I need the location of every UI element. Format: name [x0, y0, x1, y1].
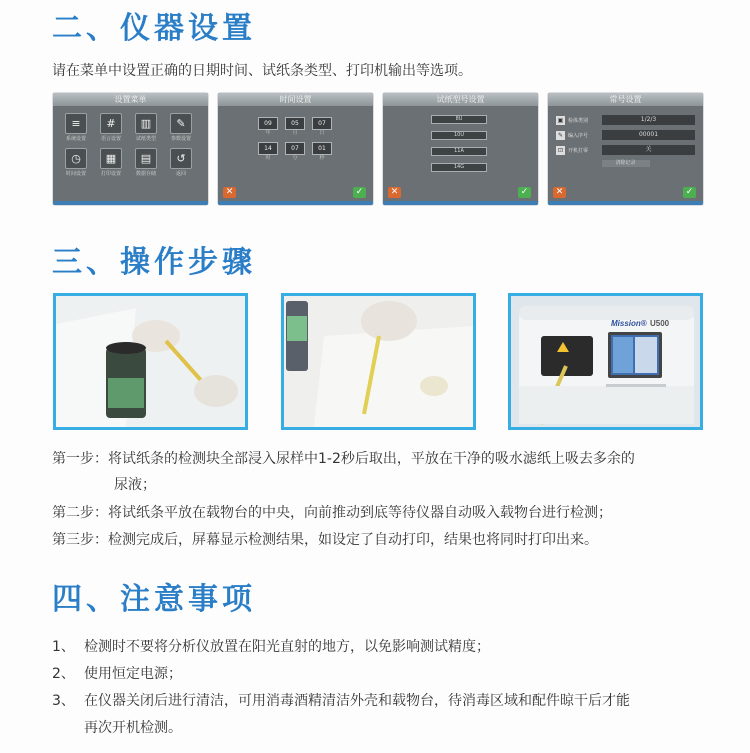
menu-item-system[interactable]: ≡ 系统设置 [63, 113, 89, 142]
clear-records-button[interactable]: 清除记录 [602, 160, 650, 167]
clock-icon: ◷ [65, 148, 87, 169]
note-3-continued: 再次开机检测。 [84, 720, 182, 736]
printer-icon: ▦ [100, 148, 122, 169]
edit-icon: ✎ [557, 131, 564, 139]
strip-type-list [431, 115, 487, 179]
screen-title: 试纸型号设置 [383, 93, 538, 106]
section-title-steps: 三、操作步骤 [52, 245, 256, 280]
strip-icon: ▥ [135, 113, 157, 134]
photo-device-u500 [508, 293, 703, 430]
sliders-icon: ≡ [65, 113, 87, 134]
menu-item-params[interactable]: ✎ 参数设置 [168, 113, 194, 142]
note-1: 1、 检测时不要将分析仪放置在阳光直射的地方，以免影响测试精度； [52, 639, 490, 655]
menu-item-print[interactable]: ▦ 打印设置 [98, 148, 124, 177]
menu-item-storage[interactable]: ▤ 数据存储 [133, 148, 159, 177]
note-3: 3、 在仪器关闭后进行清洁，可用消毒酒精清洁外壳和载物台，待消毒区域和配件晾干后才能 [52, 693, 630, 709]
settings-menu-screen [53, 93, 208, 205]
strip-type-screen [383, 93, 538, 205]
return-icon: ↺ [170, 148, 192, 169]
step-1: 第一步：将试纸条的检测块全部浸入尿样中1-2秒后取出，平放在干净的吸水滤纸上吸去多余的 [52, 451, 635, 467]
cancel-button[interactable]: ✕ [553, 187, 566, 198]
screen-title: 设置菜单 [53, 93, 208, 106]
sample-type-icon: ▣ [557, 116, 564, 124]
menu-item-back[interactable]: ↺ 返回 [168, 148, 194, 177]
setting-row[interactable]: ⊡ 开机打零 关 [556, 145, 695, 155]
section-title-settings: 二、仪器设置 [52, 11, 256, 46]
confirm-button[interactable]: ✓ [518, 187, 531, 198]
confirm-button[interactable]: ✓ [683, 187, 696, 198]
setting-row[interactable]: ✎ 编入序号 00001 [556, 130, 695, 140]
step-1-continued: 尿液； [114, 477, 156, 493]
wrench-icon: ✎ [170, 113, 192, 134]
device-model: U500 [650, 319, 670, 328]
step-3: 第三步：检测完成后，屏幕显示检测结果，如设定了自动打印，结果也将同时打印出来。 [52, 532, 598, 548]
day-field[interactable]: 07 日 [312, 117, 332, 130]
cancel-button[interactable]: ✕ [388, 187, 401, 198]
photo-strip-on-paper [281, 293, 476, 430]
step-2: 第二步：将试纸条平放在载物台的中央，向前推动到底等待仪器自动吸入载物台进行检测； [52, 505, 612, 521]
screen-title: 常号设置 [548, 93, 703, 106]
screen-title: 时间设置 [218, 93, 373, 106]
settings-list [556, 115, 695, 167]
power-print-icon: ⊡ [557, 146, 564, 154]
strip-type-option[interactable]: 10U [431, 131, 487, 140]
dip-strip-image [56, 296, 245, 427]
strip-on-paper-image [284, 296, 473, 427]
month-field[interactable]: 05 月 [285, 117, 305, 130]
strip-type-option[interactable]: 14G [431, 163, 487, 172]
hour-field[interactable]: 14 时 [258, 142, 278, 155]
note-2: 2、 使用恒定电源； [52, 666, 182, 682]
device-brand: Mission® [611, 319, 647, 328]
strip-type-option[interactable]: 8U [431, 115, 487, 124]
confirm-button[interactable]: ✓ [353, 187, 366, 198]
hash-icon: # [100, 113, 122, 134]
time-picker [258, 117, 332, 167]
minute-field[interactable]: 07 分 [285, 142, 305, 155]
device-image [511, 296, 700, 427]
photo-dip-strip [53, 293, 248, 430]
second-field[interactable]: 01 秒 [312, 142, 332, 155]
cancel-button[interactable]: ✕ [223, 187, 236, 198]
settings-intro: 请在菜单中设置正确的日期时间、试纸条类型、打印机输出等选项。 [52, 63, 472, 79]
year-field[interactable]: 09 年 [258, 117, 278, 130]
section-title-notes: 四、注意事项 [52, 582, 256, 617]
menu-grid [63, 113, 198, 177]
menu-item-time[interactable]: ◷ 时间设置 [63, 148, 89, 177]
menu-item-language[interactable]: # 语言设置 [98, 113, 124, 142]
setting-row[interactable]: ▣ 检体类别 1/2/3 [556, 115, 695, 125]
menu-item-strip-type[interactable]: ▥ 试纸类型 [133, 113, 159, 142]
number-settings-screen [548, 93, 703, 205]
strip-type-option[interactable]: 11A [431, 147, 487, 156]
storage-icon: ▤ [135, 148, 157, 169]
time-settings-screen [218, 93, 373, 205]
